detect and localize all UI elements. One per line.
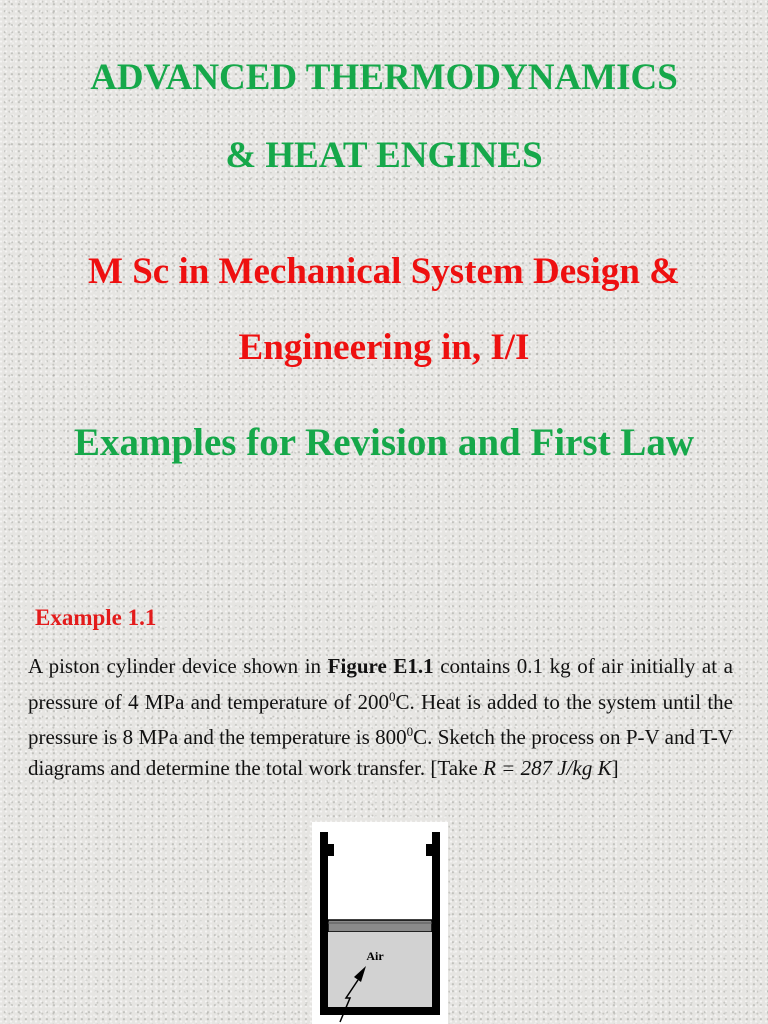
- program-title-line-1: M Sc in Mechanical System Design &: [88, 251, 680, 292]
- subtitle: Examples for Revision and First Law: [73, 421, 695, 464]
- example-heading: Example 1.1: [35, 605, 157, 630]
- course-title-line-2: & HEAT ENGINES: [225, 135, 543, 176]
- cylinder-right-wall: [432, 832, 440, 1015]
- cylinder-left-wall: [320, 832, 328, 1015]
- problem-text-part-1: contains 0.1 kg of air initially at a pressure of 4 MPa and temperature of 200: [28, 654, 733, 714]
- piston-cylinder-diagram: [312, 822, 448, 1024]
- figure-reference: Figure E1.1: [327, 654, 434, 678]
- problem-text-end: ]: [611, 755, 619, 780]
- gas-constant-formula: R = 287 J/kg K: [483, 755, 612, 780]
- problem-text-part-3: C. Sketch the process on P-V and T-V diagrams and determine the total work transfer. [Take: [28, 725, 733, 780]
- program-title-line-2: Engineering in, I/I: [238, 327, 530, 368]
- air-label: Air: [366, 949, 384, 963]
- right-stop: [426, 844, 432, 856]
- course-title-line-1: ADVANCED THERMODYNAMICS: [90, 57, 678, 98]
- problem-text-intro: A piston cylinder device shown in: [28, 654, 328, 678]
- air-region: [328, 932, 432, 1007]
- problem-statement: [28, 651, 733, 783]
- cylinder-bottom: [320, 1007, 440, 1015]
- left-stop: [328, 844, 334, 856]
- problem-text-part-2: C. Heat is added to the system until the pressure is 8 MPa and the temperature is 800: [28, 689, 733, 749]
- piston: [328, 920, 432, 932]
- superscript-2: 0: [406, 724, 414, 739]
- piston-cylinder-figure: [312, 822, 448, 1024]
- superscript-1: 0: [388, 688, 396, 704]
